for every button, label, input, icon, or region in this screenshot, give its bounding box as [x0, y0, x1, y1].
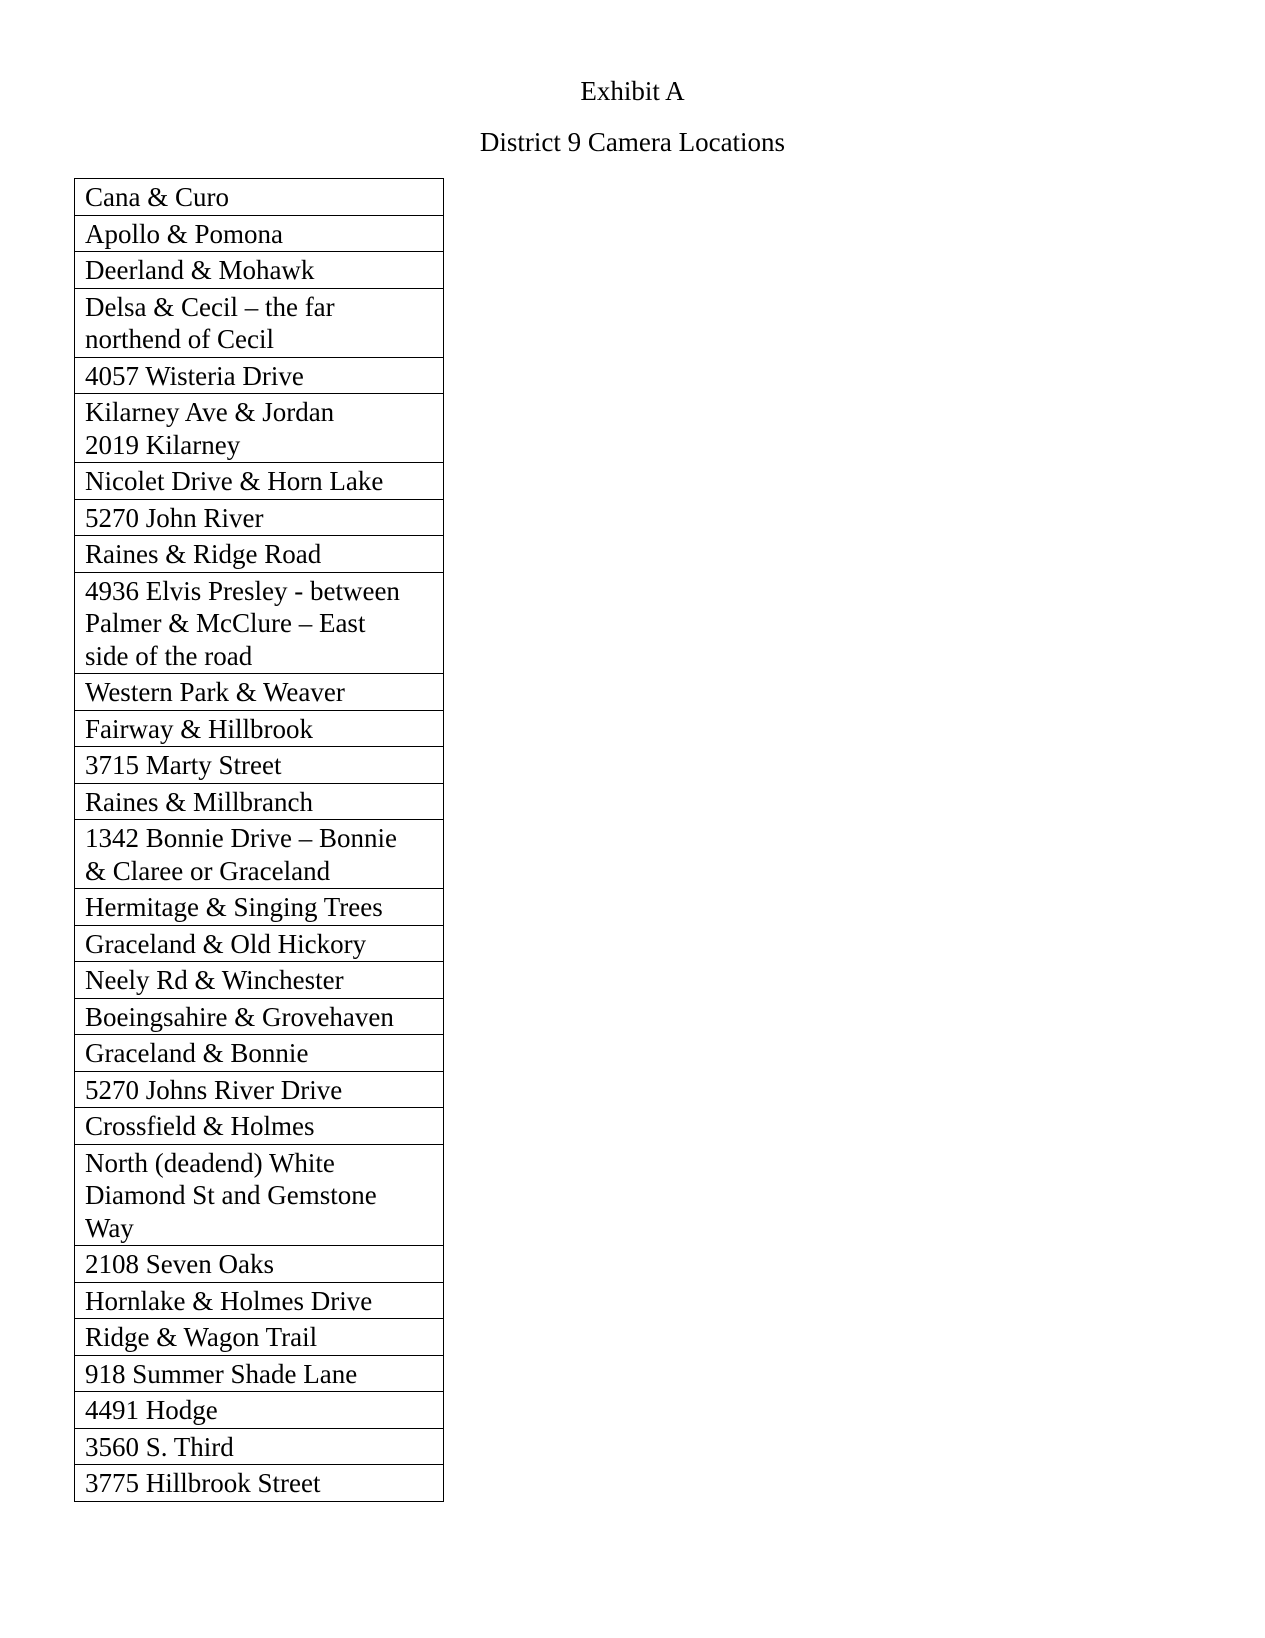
table-row: [75, 783, 444, 820]
location-line: 4936 Elvis Presley - between: [85, 575, 400, 606]
table-row: [75, 820, 444, 889]
location-line: & Claree or Graceland: [85, 855, 331, 886]
table-row: [75, 252, 444, 289]
table-row: [75, 1108, 444, 1145]
location-line: Deerland & Mohawk: [85, 255, 315, 285]
table-row: [75, 1035, 444, 1072]
location-cell: [75, 1282, 444, 1319]
location-cell: [75, 962, 444, 999]
table-row: [75, 1282, 444, 1319]
location-line: 5270 Johns River Drive: [85, 1074, 343, 1105]
location-line: Western Park & Weaver: [85, 677, 345, 707]
location-cell: [75, 889, 444, 926]
table-row: [75, 499, 444, 536]
location-line: 918 Summer Shade Lane: [85, 1358, 358, 1389]
table-row: [75, 215, 444, 252]
table-row: [75, 710, 444, 747]
camera-locations-table: [74, 178, 444, 1502]
location-line: Crossfield & Holmes: [85, 1111, 315, 1141]
page-subtitle: District 9 Camera Locations: [479, 127, 786, 157]
location-cell: [75, 357, 444, 394]
location-cell: [75, 1108, 444, 1145]
location-line: 4057 Wisteria Drive: [85, 360, 304, 391]
location-line: Boeingsahire & Grovehaven: [85, 1001, 394, 1032]
location-line: Delsa & Cecil – the far: [85, 291, 335, 322]
location-line: Apollo & Pomona: [85, 218, 284, 249]
location-cell: [75, 288, 444, 357]
table-row: [75, 1319, 444, 1356]
location-cell: [75, 1428, 444, 1465]
table-row: [75, 1144, 444, 1246]
location-cell: [75, 998, 444, 1035]
table-row: [75, 1071, 444, 1108]
location-line: Palmer & McClure – East: [85, 608, 366, 638]
location-cell: [75, 536, 444, 573]
table-row: [75, 179, 444, 216]
location-cell: [75, 215, 444, 252]
table-row: [75, 572, 444, 674]
table-row: [75, 747, 444, 784]
location-line: 3775 Hillbrook Street: [85, 1468, 321, 1498]
location-cell: [75, 1246, 444, 1283]
table-row: [75, 1355, 444, 1392]
table-row: [75, 1428, 444, 1465]
table-row: [75, 925, 444, 962]
location-cell: [75, 499, 444, 536]
location-line: Ridge & Wagon Trail: [85, 1322, 318, 1352]
location-line: 4491 Hodge: [85, 1395, 218, 1425]
table-row: [75, 889, 444, 926]
location-cell: [75, 463, 444, 500]
table-row: [75, 962, 444, 999]
location-cell: [75, 783, 444, 820]
location-cell: [75, 925, 444, 962]
location-cell: [75, 1071, 444, 1108]
location-line: Kilarney Ave & Jordan: [85, 397, 335, 427]
location-line: 5270 John River: [85, 502, 264, 533]
location-line: Hornlake & Holmes Drive: [85, 1285, 373, 1316]
camera-locations-body: [75, 179, 444, 1502]
table-row: [75, 1465, 444, 1502]
location-cell: [75, 394, 444, 463]
location-line: northend of Cecil: [85, 324, 274, 354]
location-line: 2108 Seven Oaks: [85, 1249, 274, 1279]
location-cell: [75, 1144, 444, 1246]
location-cell: [75, 252, 444, 289]
location-line: Way: [85, 1212, 134, 1243]
location-line: Graceland & Bonnie: [85, 1038, 309, 1068]
location-cell: [75, 820, 444, 889]
table-row: [75, 1392, 444, 1429]
location-line: Fairway & Hillbrook: [85, 713, 313, 744]
table-row: [75, 536, 444, 573]
table-row: [75, 998, 444, 1035]
location-line: Diamond St and Gemstone: [85, 1180, 377, 1210]
table-row: [75, 288, 444, 357]
location-cell: [75, 572, 444, 674]
table-row: [75, 357, 444, 394]
location-cell: [75, 710, 444, 747]
location-cell: [75, 747, 444, 784]
location-cell: [75, 1392, 444, 1429]
location-line: 1342 Bonnie Drive – Bonnie: [85, 823, 397, 853]
location-line: Raines & Millbranch: [85, 786, 313, 817]
table-row: [75, 394, 444, 463]
location-line: Nicolet Drive & Horn Lake: [85, 466, 384, 496]
table-row: [75, 674, 444, 711]
location-line: Hermitage & Singing Trees: [85, 892, 383, 922]
location-line: Neely Rd & Winchester: [85, 965, 344, 995]
location-line: 2019 Kilarney: [85, 429, 241, 460]
table-row: [75, 463, 444, 500]
location-cell: [75, 1355, 444, 1392]
table-row: [75, 1246, 444, 1283]
exhibit-title: Exhibit A: [580, 76, 685, 106]
location-line: Graceland & Old Hickory: [85, 928, 367, 959]
location-line: side of the road: [85, 640, 253, 671]
location-cell: [75, 1465, 444, 1502]
location-line: North (deadend) White: [85, 1147, 335, 1178]
location-cell: [75, 179, 444, 216]
location-line: 3560 S. Third: [85, 1431, 234, 1462]
location-cell: [75, 1035, 444, 1072]
location-line: 3715 Marty Street: [85, 750, 282, 780]
location-line: Raines & Ridge Road: [85, 539, 322, 569]
location-cell: [75, 674, 444, 711]
location-cell: [75, 1319, 444, 1356]
location-line: Cana & Curo: [85, 182, 229, 212]
